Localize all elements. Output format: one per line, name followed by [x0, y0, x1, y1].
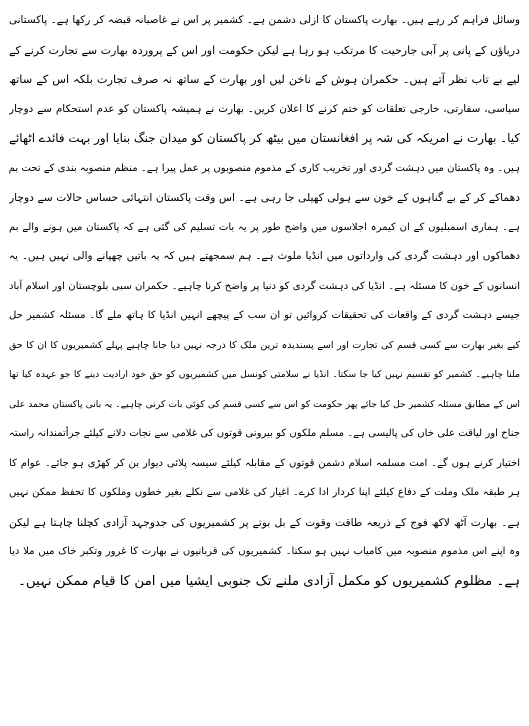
urdu-article-body — [9, 6, 520, 596]
article-line: دریاؤں کے پانی پر آبی جارحیت کا مرتکب ہو رہا ہے لیکن حکومت اور اس کے پروردہ بھارت سے تجارت کرنے کے — [9, 43, 520, 57]
article-line: سیاسی، سفارتی، خارجی تعلقات کو ختم کرنے کا اعلان کریں۔ بھارت نے ہمیشہ پاکستان کو عدم استحکام سے دوچار — [9, 102, 520, 115]
article-line: لیے بے تاب نظر آتے ہیں۔ حکمران ہوش کے ناخن لیں اور بھارت کے ساتھ نہ صرف تجارت بلکہ اس کے ساتھ — [9, 73, 520, 86]
article-line: جناح اور لیاقت علی خاں کی پالیسی ہے۔ مسلم ملکوں کو بیرونی قوتوں کی غلامی سے نجات دلانے کیلئے جرأتمندانہ راستہ — [9, 428, 520, 439]
article-line: وہ اپنے اس مذموم منصوبہ میں کامیاب نہیں ہو سکتا۔ کشمیریوں کی قربانیوں نے بھارت کا غرور وتکبر خاک میں ملا دیا — [9, 546, 520, 557]
article-line: ہیں۔ وہ پاکستان میں دہشت گردی اور تخریب کاری کے مذموم منصوبوں پر عمل پیرا ہے۔ منظم منصوبہ بندی کے تحت بم — [9, 162, 520, 174]
article-line: جیسے دہشت گردی کے واقعات کی تحقیقات کروائیں تو ان سب کے پیچھے انہیں انڈیا کا ہاتھ ملے گا۔ مسئلہ کشمیر حل — [9, 310, 520, 321]
article-line: وسائل فراہم کر رہے ہیں۔ بھارت پاکستان کا ازلی دشمن ہے۔ کشمیر پر اس نے غاصبانہ قبضہ کر رکھا ہے۔ پاکستانی — [9, 14, 520, 26]
article-line-last: ہے۔ مظلوم کشمیریوں کو مکمل آزادی ملنے تک جنوبی ایشیا میں امن کا قیام ممکن نہیں۔ — [17, 573, 520, 589]
article-line: کیے بغیر بھارت سے کسی قسم کی تجارت اور اسے پسندیدہ ترین ملک کا درجہ نہیں دیا جانا چاہیے پہلے کشمیریوں کا ان کا حق — [9, 339, 520, 351]
article-line: اختیار کرنے ہوں گے۔ امت مسلمہ اسلام دشمن قوتوں کے مقابلہ کیلئے سیسہ پلائی دیوار بن کر کھڑی ہو جائے۔ عوام کا — [9, 457, 520, 469]
article-line: ہے۔ ہماری اسمبلیوں کے ان کیمرہ اجلاسوں میں واضح طور پر یہ بات تسلیم کی گئی ہے کہ پاکستان میں ہونے والے بم — [9, 221, 520, 233]
article-line: دھماکے کر کے بے گناہوں کے خون سے ہولی کھیلی جا رہی ہے۔ اس وقت پاکستان انتہائی حساس حالات سے دوچار — [9, 191, 520, 204]
article-line: اس کے مطابق مسئلہ کشمیر حل کیا جائے پھر حکومت کو اس سے کسی قسم کی کوئی بات کرنی چاہیے۔ یہ بانی پاکستان محمد علی — [9, 398, 520, 410]
article-line: ملنا چاہیے۔ کشمیر کو تقسیم نہیں کیا جا سکتا۔ انڈیا نے سلامتی کونسل میں کشمیریوں کو حق خود ارادیت دینے کا جو عہدہ کیا تھا — [9, 369, 520, 380]
article-line: ہر طبقہ ملک وملت کے دفاع کیلئے اپنا کردار ادا کرے۔ اغیار کی غلامی سے نکلے بغیر خطوں وملکوں کا تحفظ ممکن نہیں — [9, 487, 520, 498]
article-line: دھماکوں اور دہشت گردی کی وارداتوں میں انڈیا ملوث ہے۔ ہم سمجھتے ہیں کہ یہ باتیں چھپانے والی نہیں ہیں۔ یہ — [9, 250, 520, 262]
article-line: انسانوں کے خون کا مسئلہ ہے۔ انڈیا کی دہشت گردی کو دنیا پر واضح کرنا چاہیے۔ حکمران سبی بلوچستان اور اسلام آباد — [9, 280, 520, 292]
article-line: کیا۔ بھارت نے امریکہ کی شہ پر افغانستان میں بیٹھ کر پاکستان کو میدان جنگ بنایا اور بہت فائدے اٹھائے — [9, 131, 520, 145]
article-line: ہے۔ بھارت آٹھ لاکھ فوج کے ذریعہ طاقت وقوت کے بل بوتے پر کشمیریوں کی جدوجہد آزادی کچلنا چاہتا ہے لیکن — [9, 515, 520, 529]
